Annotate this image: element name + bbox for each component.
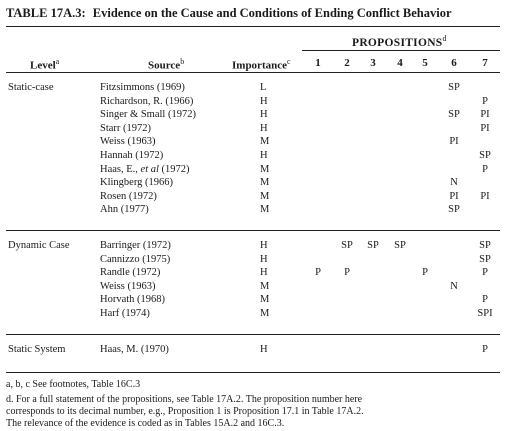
- source-cell: Klingberg (1966): [100, 177, 174, 189]
- level-label: Dynamic Case: [8, 240, 70, 251]
- proposition-7-cell: SP: [479, 150, 491, 161]
- table-row: [0, 204, 510, 218]
- source-cell: Weiss (1963): [100, 136, 156, 148]
- footnote-d-line1: d. For a full statement of the propositions, see Table 17A.2. The proposition number here: [6, 394, 363, 405]
- importance-cell: M: [260, 204, 270, 216]
- table-row: [0, 177, 510, 191]
- table-row: [0, 240, 510, 254]
- header-source-sup: b: [180, 57, 185, 66]
- importance-cell: M: [260, 280, 270, 292]
- proposition-6-cell: SP: [448, 204, 460, 216]
- source-cell: Fitzsimmons (1969): [100, 82, 185, 93]
- source-cell: Haas, M. (1970): [100, 344, 169, 355]
- proposition-4-cell: SP: [394, 240, 406, 251]
- header-level-sup: a: [55, 57, 60, 66]
- table-label: TABLE 17A.3:: [6, 6, 86, 20]
- footnote-d-line2: corresponds to its decimal number, e.g., Proposition 1 is Proposition 17.1 in Table 17A.2.: [6, 406, 364, 417]
- importance-cell: H: [260, 253, 268, 265]
- propositions-header: [352, 34, 447, 49]
- importance-cell: L: [260, 82, 267, 93]
- table-row: [0, 164, 510, 178]
- proposition-6-cell: PI: [449, 190, 459, 202]
- footnote-d-line3: The relevance of the evidence is coded as in Tables 15A.2 and 16C.3.: [6, 418, 285, 429]
- source-cell: Barringer (1972): [100, 240, 171, 251]
- table-title-text: Evidence on the Cause and Conditions of Ending Conflict Behavior: [92, 6, 452, 20]
- importance-cell: M: [260, 308, 270, 319]
- source-cell: Ahn (1977): [100, 204, 149, 216]
- header-level: [30, 57, 59, 72]
- importance-cell: H: [260, 122, 268, 134]
- header-importance: [232, 57, 291, 72]
- importance-cell: M: [260, 177, 270, 189]
- level-label: Static-case: [8, 82, 54, 93]
- source-cell: Harf (1974): [100, 308, 150, 319]
- header-source: [148, 57, 184, 72]
- table-row: [0, 123, 510, 137]
- proposition-6-cell: PI: [449, 136, 459, 148]
- header-level-text: Level: [30, 59, 56, 72]
- header-proposition-2: 2: [344, 57, 350, 69]
- table-row: [0, 254, 510, 268]
- importance-cell: H: [260, 95, 268, 107]
- table-row: [0, 82, 510, 96]
- importance-cell: H: [260, 267, 268, 279]
- table-row: [0, 294, 510, 308]
- table-row: [0, 96, 510, 110]
- importance-cell: H: [260, 344, 268, 355]
- source-cell: Rosen (1972): [100, 190, 157, 202]
- table-row: [0, 109, 510, 123]
- header-proposition-3: 3: [370, 57, 376, 69]
- proposition-7-cell: P: [482, 294, 488, 306]
- proposition-1-cell: P: [315, 267, 321, 279]
- header-importance-sup: c: [287, 57, 291, 66]
- source-cell: Singer & Small (1972): [100, 109, 196, 121]
- importance-cell: M: [260, 190, 270, 202]
- table-row: [0, 150, 510, 164]
- importance-cell: H: [260, 109, 268, 121]
- proposition-7-cell: SP: [479, 253, 491, 265]
- source-cell: Starr (1972): [100, 122, 152, 134]
- source-cell: Cannizzo (1975): [100, 253, 171, 265]
- proposition-7-cell: P: [482, 267, 488, 279]
- source-cell: Hannah (1972): [100, 150, 164, 161]
- importance-cell: H: [260, 240, 268, 251]
- table-title: [6, 6, 452, 21]
- table-row: [0, 308, 510, 322]
- proposition-2-cell: P: [344, 267, 350, 279]
- source-cell: Randle (1972): [100, 267, 161, 279]
- proposition-2-cell: SP: [341, 240, 353, 251]
- header-proposition-1: 1: [315, 57, 321, 69]
- table-row: [0, 267, 510, 281]
- source-cell: Weiss (1963): [100, 280, 156, 292]
- proposition-6-cell: SP: [448, 82, 460, 93]
- proposition-7-cell: SP: [479, 240, 491, 251]
- header-proposition-7: 7: [482, 57, 488, 69]
- table-row: [0, 191, 510, 205]
- importance-cell: M: [260, 136, 270, 148]
- proposition-7-cell: P: [482, 344, 488, 355]
- group-separator-rule: [6, 230, 500, 231]
- source-cell: Horvath (1968): [100, 294, 166, 306]
- level-label: Static System: [8, 344, 66, 355]
- importance-cell: M: [260, 163, 270, 175]
- proposition-6-cell: N: [450, 280, 458, 292]
- proposition-6-cell: SP: [448, 109, 460, 121]
- group-separator-rule: [6, 334, 500, 335]
- proposition-7-cell: P: [482, 95, 488, 107]
- proposition-5-cell: P: [422, 267, 428, 279]
- propositions-header-text: PROPOSITIONS: [352, 36, 443, 49]
- header-source-text: Source: [148, 59, 181, 72]
- source-cell: Richardson, R. (1966): [100, 95, 194, 107]
- table-row: [0, 344, 510, 358]
- importance-cell: H: [260, 150, 268, 161]
- header-proposition-6: 6: [451, 57, 457, 69]
- header-importance-text: Importance: [232, 59, 287, 72]
- header-proposition-4: 4: [397, 57, 403, 69]
- proposition-3-cell: SP: [367, 240, 379, 251]
- propositions-sup: d: [442, 34, 447, 43]
- proposition-7-cell: P: [482, 163, 488, 175]
- proposition-7-cell: SPI: [477, 308, 493, 319]
- table-row: [0, 136, 510, 150]
- proposition-7-cell: PI: [480, 122, 490, 134]
- header-rule: [6, 72, 500, 73]
- propositions-subrule: [302, 50, 500, 51]
- importance-cell: M: [260, 294, 270, 306]
- header-proposition-5: 5: [422, 57, 428, 69]
- table-row: [0, 281, 510, 295]
- source-cell: Haas, E., et al (1972): [100, 163, 190, 175]
- proposition-6-cell: N: [450, 177, 458, 189]
- top-rule: [6, 26, 500, 27]
- bottom-rule: [6, 372, 500, 373]
- footnote-abc: a, b, c See footnotes, Table 16C.3: [6, 379, 141, 390]
- proposition-7-cell: PI: [480, 190, 490, 202]
- proposition-7-cell: PI: [480, 109, 490, 121]
